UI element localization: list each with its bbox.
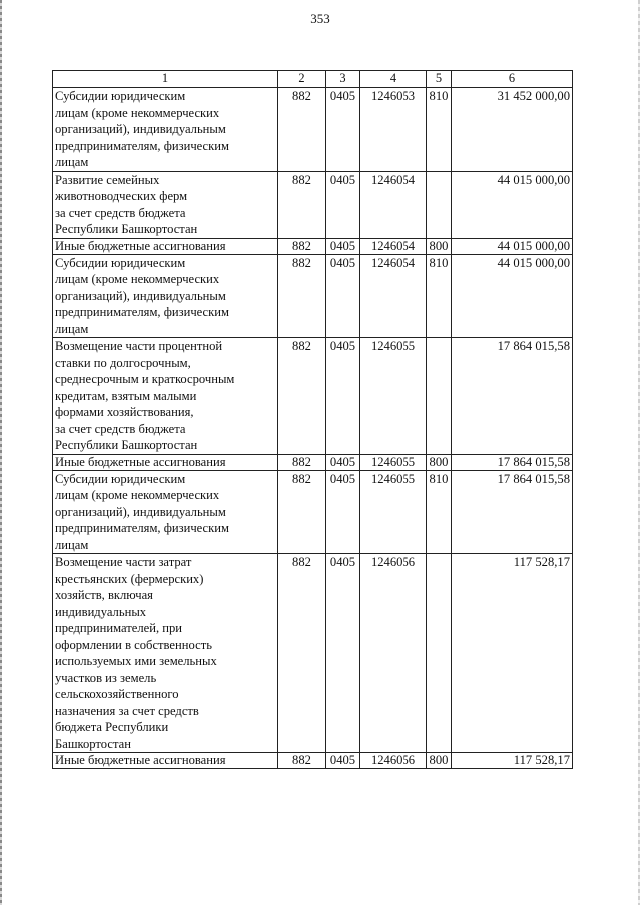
- row-name: Субсидии юридическим лицам (кроме некоммерческих организаций), индивидуальным предпринимателям, физическим лицам: [53, 470, 278, 554]
- row-name: Возмещение части процентной ставки по долгосрочным, среднесрочным и краткосрочным кредитам, взятым малыми формами хозяйствования, за счет средств бюджета Республики Башкортостан: [53, 338, 278, 455]
- page-number: 353: [310, 11, 330, 26]
- header-col-3: 3: [326, 71, 360, 88]
- row-name: Развитие семейных животноводческих ферм за счет средств бюджета Республики Башкортостан: [53, 171, 278, 238]
- row-target-code: 1246056: [360, 753, 427, 769]
- row-amount: 17 864 015,58: [452, 338, 573, 455]
- row-target-code: 1246055: [360, 470, 427, 554]
- budget-table: [52, 70, 573, 769]
- row-type-code: 800: [427, 238, 452, 254]
- row-ministry-code: 882: [278, 88, 326, 172]
- row-amount: 31 452 000,00: [452, 88, 573, 172]
- row-section-code: 0405: [326, 470, 360, 554]
- row-type-code: 810: [427, 470, 452, 554]
- row-name: Иные бюджетные ассигнования: [53, 454, 278, 470]
- row-ministry-code: 882: [278, 338, 326, 455]
- row-section-code: 0405: [326, 753, 360, 769]
- row-target-code: 1246055: [360, 338, 427, 455]
- header-col-5: 5: [427, 71, 452, 88]
- row-section-code: 0405: [326, 338, 360, 455]
- row-target-code: 1246055: [360, 454, 427, 470]
- row-section-code: 0405: [326, 238, 360, 254]
- row-target-code: 1246054: [360, 171, 427, 238]
- row-ministry-code: 882: [278, 470, 326, 554]
- row-ministry-code: 882: [278, 753, 326, 769]
- row-amount: 44 015 000,00: [452, 238, 573, 254]
- row-name: Субсидии юридическим лицам (кроме некоммерческих организаций), индивидуальным предпринимателям, физическим лицам: [53, 88, 278, 172]
- row-name: Субсидии юридическим лицам (кроме некоммерческих организаций), индивидуальным предпринимателям, физическим лицам: [53, 254, 278, 338]
- row-amount: 17 864 015,58: [452, 454, 573, 470]
- row-section-code: 0405: [326, 554, 360, 753]
- scan-edge-left: [0, 0, 2, 905]
- table-row: [53, 554, 573, 753]
- row-section-code: 0405: [326, 454, 360, 470]
- row-amount: 44 015 000,00: [452, 254, 573, 338]
- row-ministry-code: 882: [278, 238, 326, 254]
- row-type-code: 810: [427, 254, 452, 338]
- table-row: [53, 753, 573, 769]
- row-ministry-code: 882: [278, 254, 326, 338]
- row-type-code: [427, 554, 452, 753]
- row-type-code: 800: [427, 454, 452, 470]
- row-target-code: 1246054: [360, 254, 427, 338]
- header-col-2: 2: [278, 71, 326, 88]
- row-amount: 117 528,17: [452, 554, 573, 753]
- row-section-code: 0405: [326, 171, 360, 238]
- table-row: [53, 470, 573, 554]
- row-section-code: 0405: [326, 88, 360, 172]
- row-type-code: [427, 338, 452, 455]
- row-amount: 117 528,17: [452, 753, 573, 769]
- row-target-code: 1246056: [360, 554, 427, 753]
- table-row: [53, 88, 573, 172]
- row-amount: 44 015 000,00: [452, 171, 573, 238]
- header-col-4: 4: [360, 71, 427, 88]
- row-type-code: 800: [427, 753, 452, 769]
- table-row: [53, 338, 573, 455]
- header-col-1: 1: [53, 71, 278, 88]
- row-name: Возмещение части затрат крестьянских (фермерских) хозяйств, включая индивидуальных предпринимателей, при оформлении в собственность используемых ими земельных участков из земель сельскохозяйственного назначения за счет средств бюджета Республики Башкортостан: [53, 554, 278, 753]
- row-name: Иные бюджетные ассигнования: [53, 753, 278, 769]
- table-row: [53, 238, 573, 254]
- row-target-code: 1246053: [360, 88, 427, 172]
- row-name: Иные бюджетные ассигнования: [53, 238, 278, 254]
- table-header-row: [53, 71, 573, 88]
- row-target-code: 1246054: [360, 238, 427, 254]
- row-section-code: 0405: [326, 254, 360, 338]
- row-amount: 17 864 015,58: [452, 470, 573, 554]
- row-type-code: 810: [427, 88, 452, 172]
- row-ministry-code: 882: [278, 554, 326, 753]
- table-row: [53, 454, 573, 470]
- row-ministry-code: 882: [278, 454, 326, 470]
- table-row: [53, 254, 573, 338]
- header-col-6: 6: [452, 71, 573, 88]
- row-ministry-code: 882: [278, 171, 326, 238]
- table-row: [53, 171, 573, 238]
- row-type-code: [427, 171, 452, 238]
